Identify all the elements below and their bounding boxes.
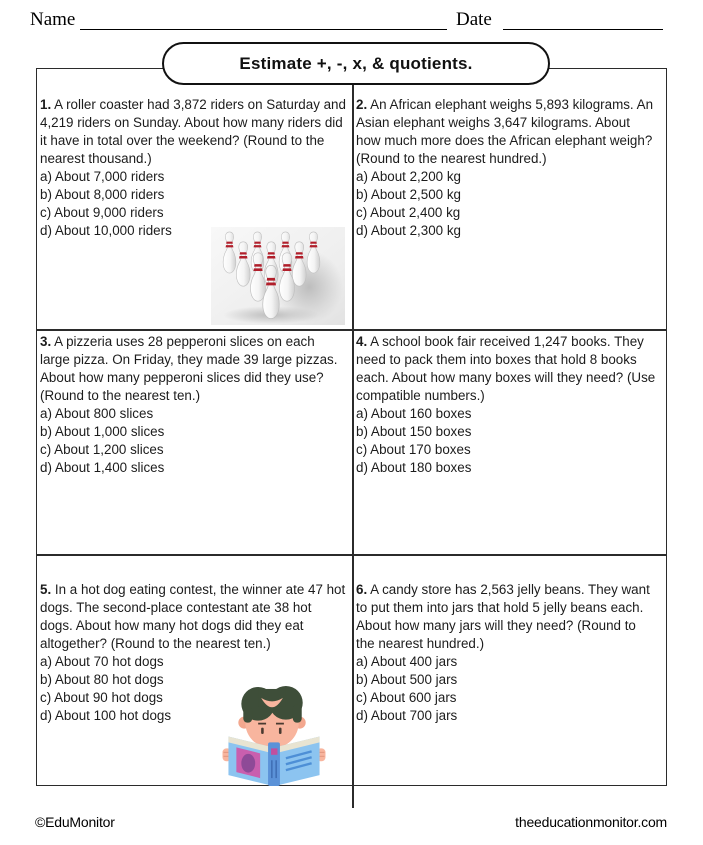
question-1-option-c: c) About 9,000 riders	[40, 205, 164, 220]
question-2-option-a: a) About 2,200 kg	[356, 169, 461, 184]
question-2-option-b: b) About 2,500 kg	[356, 187, 461, 202]
question-4-option-b: b) About 150 boxes	[356, 424, 472, 439]
question-4-option-d: d) About 180 boxes	[356, 460, 472, 475]
grid-horizontal-divider-2	[36, 554, 667, 556]
question-6	[356, 581, 657, 725]
website-link[interactable]: theeducationmonitor.com	[515, 814, 667, 830]
question-5-text: In a hot dog eating contest, the winner ate 47 hot dogs. The second-place contestant ate 38 hot dogs. About how many hot dogs did they eat altogether? (Round to the nearest ten.)	[40, 582, 346, 651]
question-1-option-d: d) About 10,000 riders	[40, 223, 172, 238]
question-3-option-c: c) About 1,200 slices	[40, 442, 164, 457]
question-3-option-d: d) About 1,400 slices	[40, 460, 165, 475]
worksheet-title-text: Estimate +, -, x, & quotients.	[239, 53, 473, 73]
name-blank-line	[80, 29, 447, 30]
boy-reading-book-icon	[216, 685, 332, 786]
question-1-option-a: a) About 7,000 riders	[40, 169, 165, 184]
question-2-option-c: c) About 2,400 kg	[356, 205, 461, 220]
question-2-option-d: d) About 2,300 kg	[356, 223, 461, 238]
question-4-option-c: c) About 170 boxes	[356, 442, 471, 457]
question-5-option-d: d) About 100 hot dogs	[40, 708, 172, 723]
question-2-text: An African elephant weighs 5,893 kilograms. An Asian elephant weighs 3,647 kilograms. About how much more does the African elephant weigh? (Round to the nearest hundred.)	[356, 97, 654, 166]
question-3-option-a: a) About 800 slices	[40, 406, 154, 421]
question-3	[40, 333, 346, 477]
date-label: Date	[456, 9, 492, 30]
question-5-option-b: b) About 80 hot dogs	[40, 672, 164, 687]
question-5-number: 5.	[40, 582, 52, 597]
question-4-number: 4.	[356, 334, 368, 349]
question-3-text: A pizzeria uses 28 pepperoni slices on each large pizza. On Friday, they made 39 large pizzas. About how many pepperoni slices did they use? (Round to the nearest ten.)	[40, 334, 338, 403]
question-2-number: 2.	[356, 97, 368, 112]
worksheet-title	[162, 42, 550, 85]
question-4	[356, 333, 657, 477]
question-5-option-c: c) About 90 hot dogs	[40, 690, 163, 705]
question-1-text: A roller coaster had 3,872 riders on Saturday and 4,219 riders on Sunday. About how many riders did it have in total over the weekend? (Round to the nearest thousand.)	[40, 97, 346, 166]
question-6-option-a: a) About 400 jars	[356, 654, 458, 669]
question-6-text: A candy store has 2,563 jelly beans. They want to put them into jars that hold 5 jelly beans each. About how many jars will they need? (Round to the nearest hundred.)	[356, 582, 650, 651]
grid-horizontal-divider-1	[36, 329, 667, 331]
question-6-option-c: c) About 600 jars	[356, 690, 457, 705]
question-3-option-b: b) About 1,000 slices	[40, 424, 165, 439]
question-6-option-b: b) About 500 jars	[356, 672, 458, 687]
question-6-option-d: d) About 700 jars	[356, 708, 458, 723]
question-6-number: 6.	[356, 582, 368, 597]
bowling-pins-icon	[211, 227, 345, 325]
copyright-text: ©EduMonitor	[35, 814, 115, 830]
question-4-text: A school book fair received 1,247 books. They need to pack them into boxes that hold 8 books each. About how many boxes will they need? (Use compatible numbers.)	[356, 334, 656, 403]
question-5-option-a: a) About 70 hot dogs	[40, 654, 164, 669]
question-2	[356, 96, 657, 240]
name-label: Name	[30, 9, 76, 30]
question-1-option-b: b) About 8,000 riders	[40, 187, 165, 202]
question-4-option-a: a) About 160 boxes	[356, 406, 472, 421]
question-1	[40, 96, 346, 240]
question-3-number: 3.	[40, 334, 52, 349]
question-1-number: 1.	[40, 97, 52, 112]
grid-vertical-divider	[352, 68, 354, 808]
date-blank-line	[503, 29, 663, 30]
